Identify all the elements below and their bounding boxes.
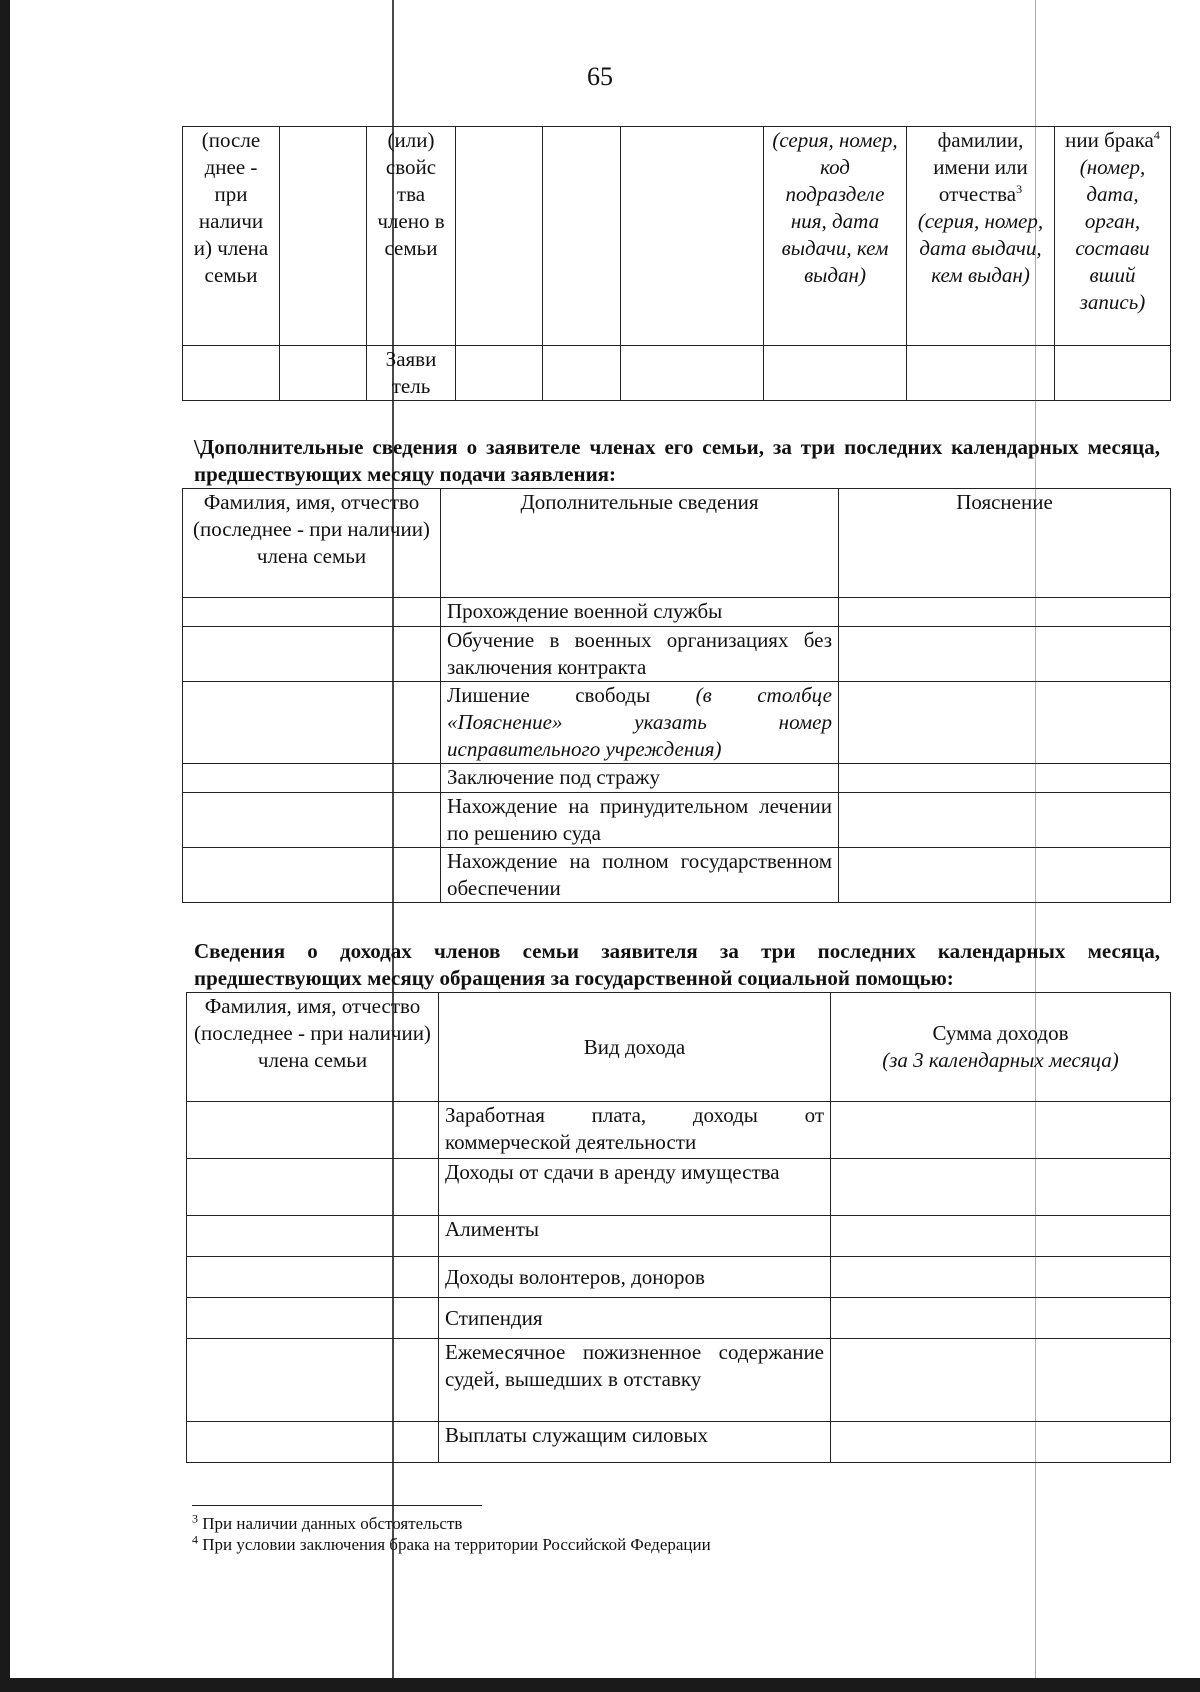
table-cell	[183, 682, 441, 764]
cell-text: (серия, номер, дата выдачи, кем выдан)	[917, 209, 1044, 287]
income-amount-cell	[831, 1298, 1171, 1339]
additional-info-table	[182, 488, 1171, 903]
income-type-label: Стипендия	[439, 1298, 831, 1339]
table-cell	[1055, 127, 1171, 346]
table-cell	[621, 127, 764, 346]
cell-text: Лишение свободы	[447, 683, 651, 707]
table-cell	[764, 346, 907, 401]
cell-text: Сумма доходов	[932, 1021, 1069, 1045]
explanation-cell	[839, 764, 1171, 793]
income-amount-cell	[831, 1422, 1171, 1463]
scan-edge-left	[0, 0, 10, 1692]
table-cell	[456, 346, 543, 401]
income-type-label: Выплаты служащим силовых	[439, 1422, 831, 1463]
table-cell	[187, 1257, 439, 1298]
footnote-mark: 4	[1153, 128, 1160, 142]
table-row	[187, 1159, 1171, 1216]
table-cell	[187, 1298, 439, 1339]
income-type-label: Заработная плата, доходы от коммерческой деятельности	[439, 1102, 831, 1159]
footnote-text: При наличии данных обстоятельств	[202, 1514, 463, 1533]
explanation-cell	[839, 848, 1171, 903]
income-table	[186, 992, 1171, 1463]
table-cell	[183, 848, 441, 903]
table-cell	[183, 793, 441, 848]
table-cell	[183, 627, 441, 682]
column-header: Дополнительные сведения	[441, 489, 839, 598]
table-row	[183, 793, 1171, 848]
column-header: Вид дохода	[439, 993, 831, 1102]
table-cell	[187, 1339, 439, 1422]
footnote-separator	[192, 1505, 482, 1506]
table-cell	[183, 346, 280, 401]
column-header	[831, 993, 1171, 1102]
table-cell	[187, 1159, 439, 1216]
table-row	[187, 1216, 1171, 1257]
table-row	[183, 764, 1171, 793]
explanation-cell	[839, 598, 1171, 627]
table-row	[187, 1339, 1171, 1422]
column-header: Фамилия, имя, отчество (последнее - при наличии) члена семьи	[183, 489, 441, 598]
table-row	[187, 1422, 1171, 1463]
footnote-3	[192, 1513, 462, 1534]
income-amount-cell	[831, 1257, 1171, 1298]
cell-note: (в столбце «Пояснение» указать номер исправительного учреждения)	[447, 683, 832, 761]
section-title-additional-info: \Дополнительные сведения о заявителе членах его семьи, за три последних календарных месяца, предшествующих месяцу подачи заявления:	[194, 435, 1160, 486]
explanation-cell	[839, 682, 1171, 764]
footnote-mark: 4	[192, 1532, 198, 1547]
table-cell: (или) свойс тва члено в семьи	[367, 127, 456, 346]
additional-info-label	[441, 682, 839, 764]
family-members-table	[182, 126, 1171, 401]
table-cell	[187, 1216, 439, 1257]
applicant-cell: Заяви тель	[367, 346, 456, 401]
additional-info-label: Нахождение на принудительном лечении по решению суда	[441, 793, 839, 848]
table-header-row	[187, 993, 1171, 1102]
footnote-mark: 3	[1016, 182, 1023, 196]
additional-info-label: Прохождение военной службы	[441, 598, 839, 627]
cell-note: (за 3 календарных месяца)	[882, 1048, 1119, 1072]
table-cell: (серия, номер, код подразделе ния, дата выдачи, кем выдан)	[764, 127, 907, 346]
table-cell	[280, 127, 367, 346]
additional-info-label: Обучение в военных организациях без заключения контракта	[441, 627, 839, 682]
section-title-income: Сведения о доходах членов семьи заявителя за три последних календарных месяца, предшествующих месяцу обращения за государственной социальной помощью:	[194, 939, 1160, 990]
table-cell	[907, 346, 1055, 401]
footnote-text: При условии заключения брака на территории Российской Федерации	[202, 1535, 711, 1554]
footnote-mark: 3	[192, 1511, 198, 1526]
income-amount-cell	[831, 1339, 1171, 1422]
table-cell	[456, 127, 543, 346]
table-row	[187, 1298, 1171, 1339]
income-amount-cell	[831, 1216, 1171, 1257]
table-header-row	[183, 489, 1171, 598]
table-row	[183, 682, 1171, 764]
table-cell	[621, 346, 764, 401]
table-row	[183, 346, 1171, 401]
additional-info-label: Нахождение на полном государственном обеспечении	[441, 848, 839, 903]
table-cell	[187, 1422, 439, 1463]
additional-info-label: Заключение под стражу	[441, 764, 839, 793]
table-cell	[907, 127, 1055, 346]
footnote-4	[192, 1534, 711, 1555]
scan-edge-bottom	[0, 1678, 1200, 1692]
cell-text: фамилии, имени или отчества	[933, 128, 1028, 206]
explanation-cell	[839, 793, 1171, 848]
table-cell	[187, 1102, 439, 1159]
table-cell	[543, 346, 621, 401]
table-row	[183, 127, 1171, 346]
table-cell	[1055, 346, 1171, 401]
income-amount-cell	[831, 1159, 1171, 1216]
cell-text: нии брака	[1065, 128, 1154, 152]
table-row	[183, 848, 1171, 903]
column-header: Фамилия, имя, отчество (последнее - при наличии) члена семьи	[187, 993, 439, 1102]
table-row	[187, 1102, 1171, 1159]
income-type-label: Доходы от сдачи в аренду имущества	[439, 1159, 831, 1216]
table-row	[187, 1257, 1171, 1298]
table-cell: (после днее - при наличи и) члена семьи	[183, 127, 280, 346]
table-row	[183, 627, 1171, 682]
table-row	[183, 598, 1171, 627]
income-amount-cell	[831, 1102, 1171, 1159]
page-number: 65	[587, 62, 613, 91]
cell-text: (номер, дата, орган, состави вший запись)	[1075, 155, 1150, 314]
income-type-label: Алименты	[439, 1216, 831, 1257]
table-cell	[543, 127, 621, 346]
column-header: Пояснение	[839, 489, 1171, 598]
table-cell	[183, 598, 441, 627]
table-cell	[280, 346, 367, 401]
table-cell	[183, 764, 441, 793]
explanation-cell	[839, 627, 1171, 682]
income-type-label: Ежемесячное пожизненное содержание судей, вышедших в отставку	[439, 1339, 831, 1422]
income-type-label: Доходы волонтеров, доноров	[439, 1257, 831, 1298]
